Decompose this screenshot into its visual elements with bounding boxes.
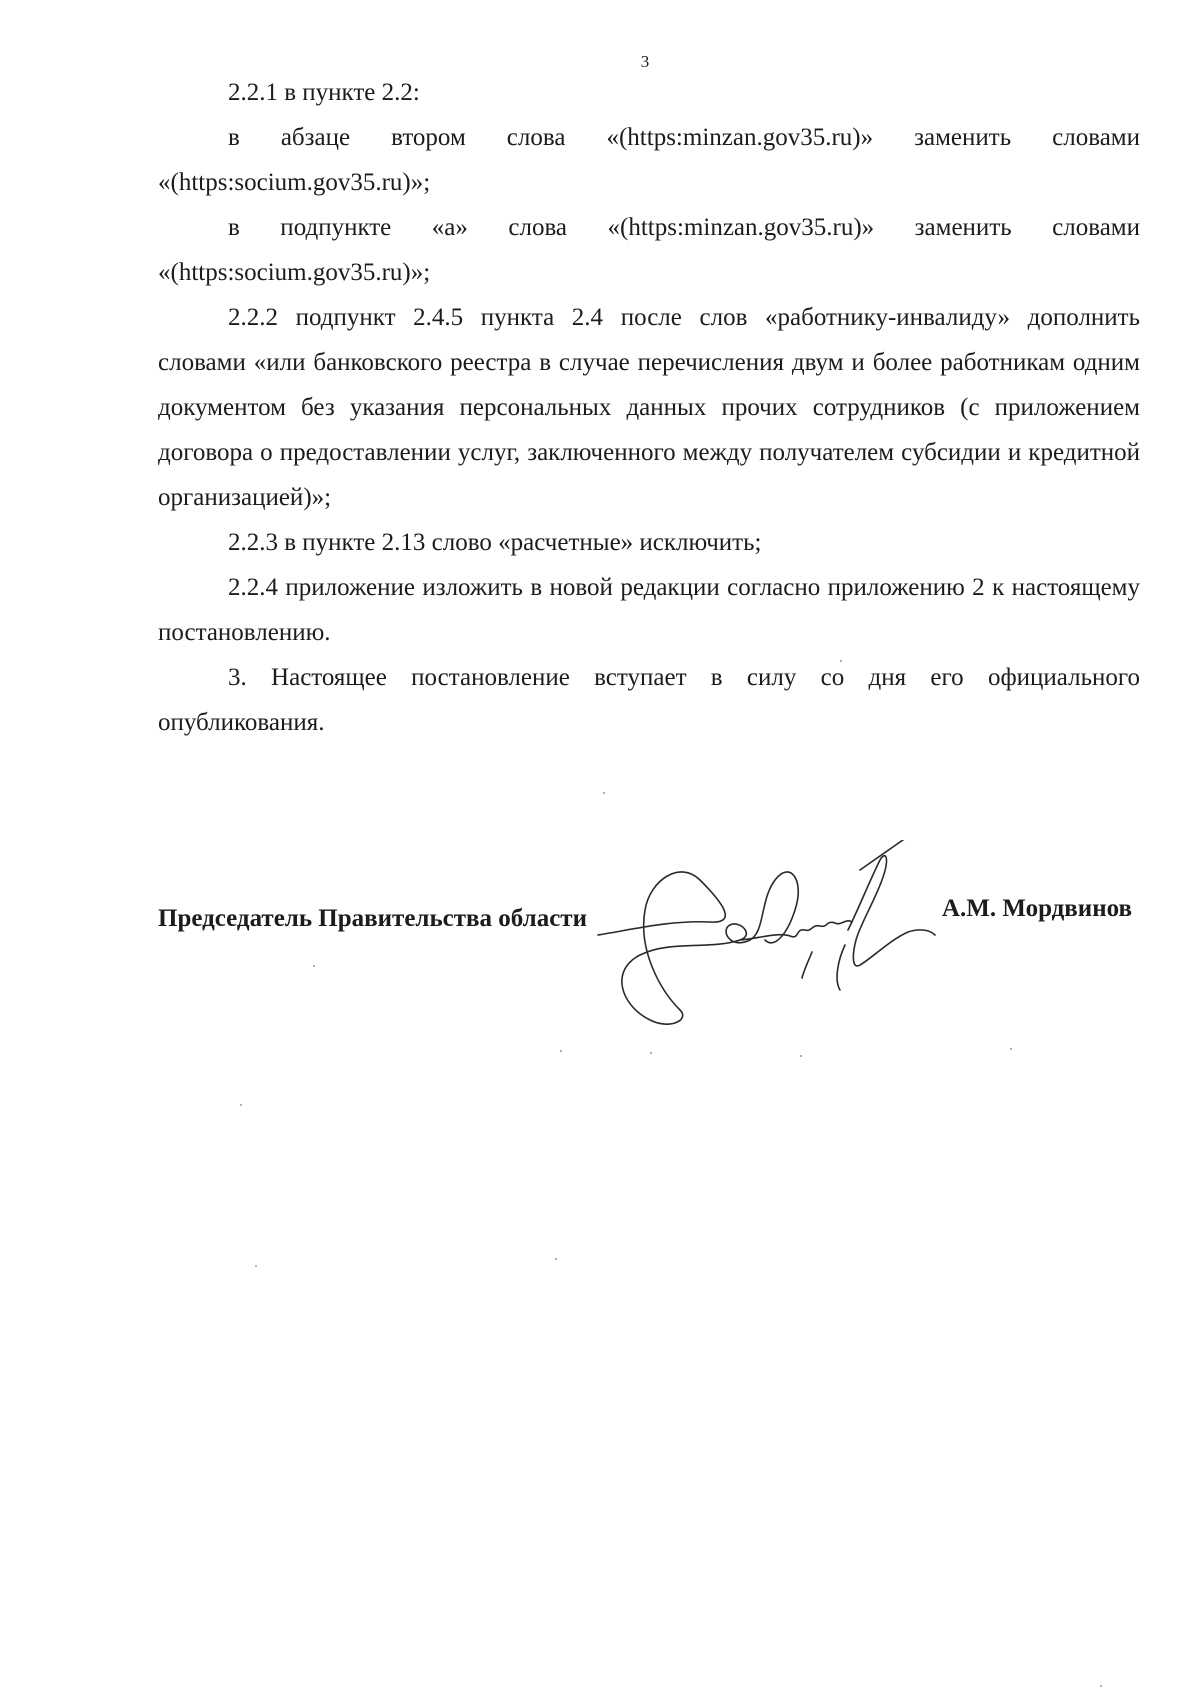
paragraph-podpunkt-a: в подпункте «а» слова «(https:minzan.gov35.ru)» заменить словами «(https:socium.gov35.ru)»; [158, 214, 1140, 286]
paragraph-3: 3. Настоящее постановление вступает в силу со дня его официального опубликования. [158, 664, 1140, 736]
paragraph-2-2-1: 2.2.1 в пункте 2.2: [228, 79, 420, 106]
scan-speck [560, 1050, 562, 1052]
scan-speck [650, 1052, 652, 1054]
paragraph-2-2-2: 2.2.2 подпункт 2.4.5 пункта 2.4 после слов «работнику-инвалиду» дополнить словами «или банковского реестра в случае перечисления двум и более работникам одним документом без указания персональных данных прочих сотрудников (с приложением договора о предоставлении услуг, заключенного между получателем субсидии и кредитной организацией)»; [158, 304, 1140, 511]
document-body [158, 70, 1140, 745]
scan-speck [255, 1265, 257, 1267]
paragraph-abzac-vtorom: в абзаце втором слова «(https:minzan.gov35.ru)» заменить словами «(https:socium.gov35.ru)»; [158, 124, 1140, 196]
handwritten-signature [590, 840, 950, 1040]
scan-speck [555, 1258, 557, 1260]
signatory-name: А.М. Мордвинов [941, 895, 1132, 922]
paragraph-2-2-4: 2.2.4 приложение изложить в новой редакции согласно приложению 2 к настоящему постановлению. [158, 574, 1140, 646]
scan-speck [840, 660, 842, 662]
scan-speck [800, 1055, 802, 1057]
paragraph-2-2-3: 2.2.3 в пункте 2.13 слово «расчетные» исключить; [228, 529, 762, 556]
scan-speck [240, 1104, 242, 1106]
scan-speck [1100, 1685, 1102, 1687]
scan-speck [313, 965, 315, 967]
signatory-position: Председатель Правительства области [158, 905, 587, 932]
scan-speck [603, 792, 605, 794]
page-number: 3 [640, 52, 650, 71]
scan-speck [1010, 1048, 1012, 1050]
